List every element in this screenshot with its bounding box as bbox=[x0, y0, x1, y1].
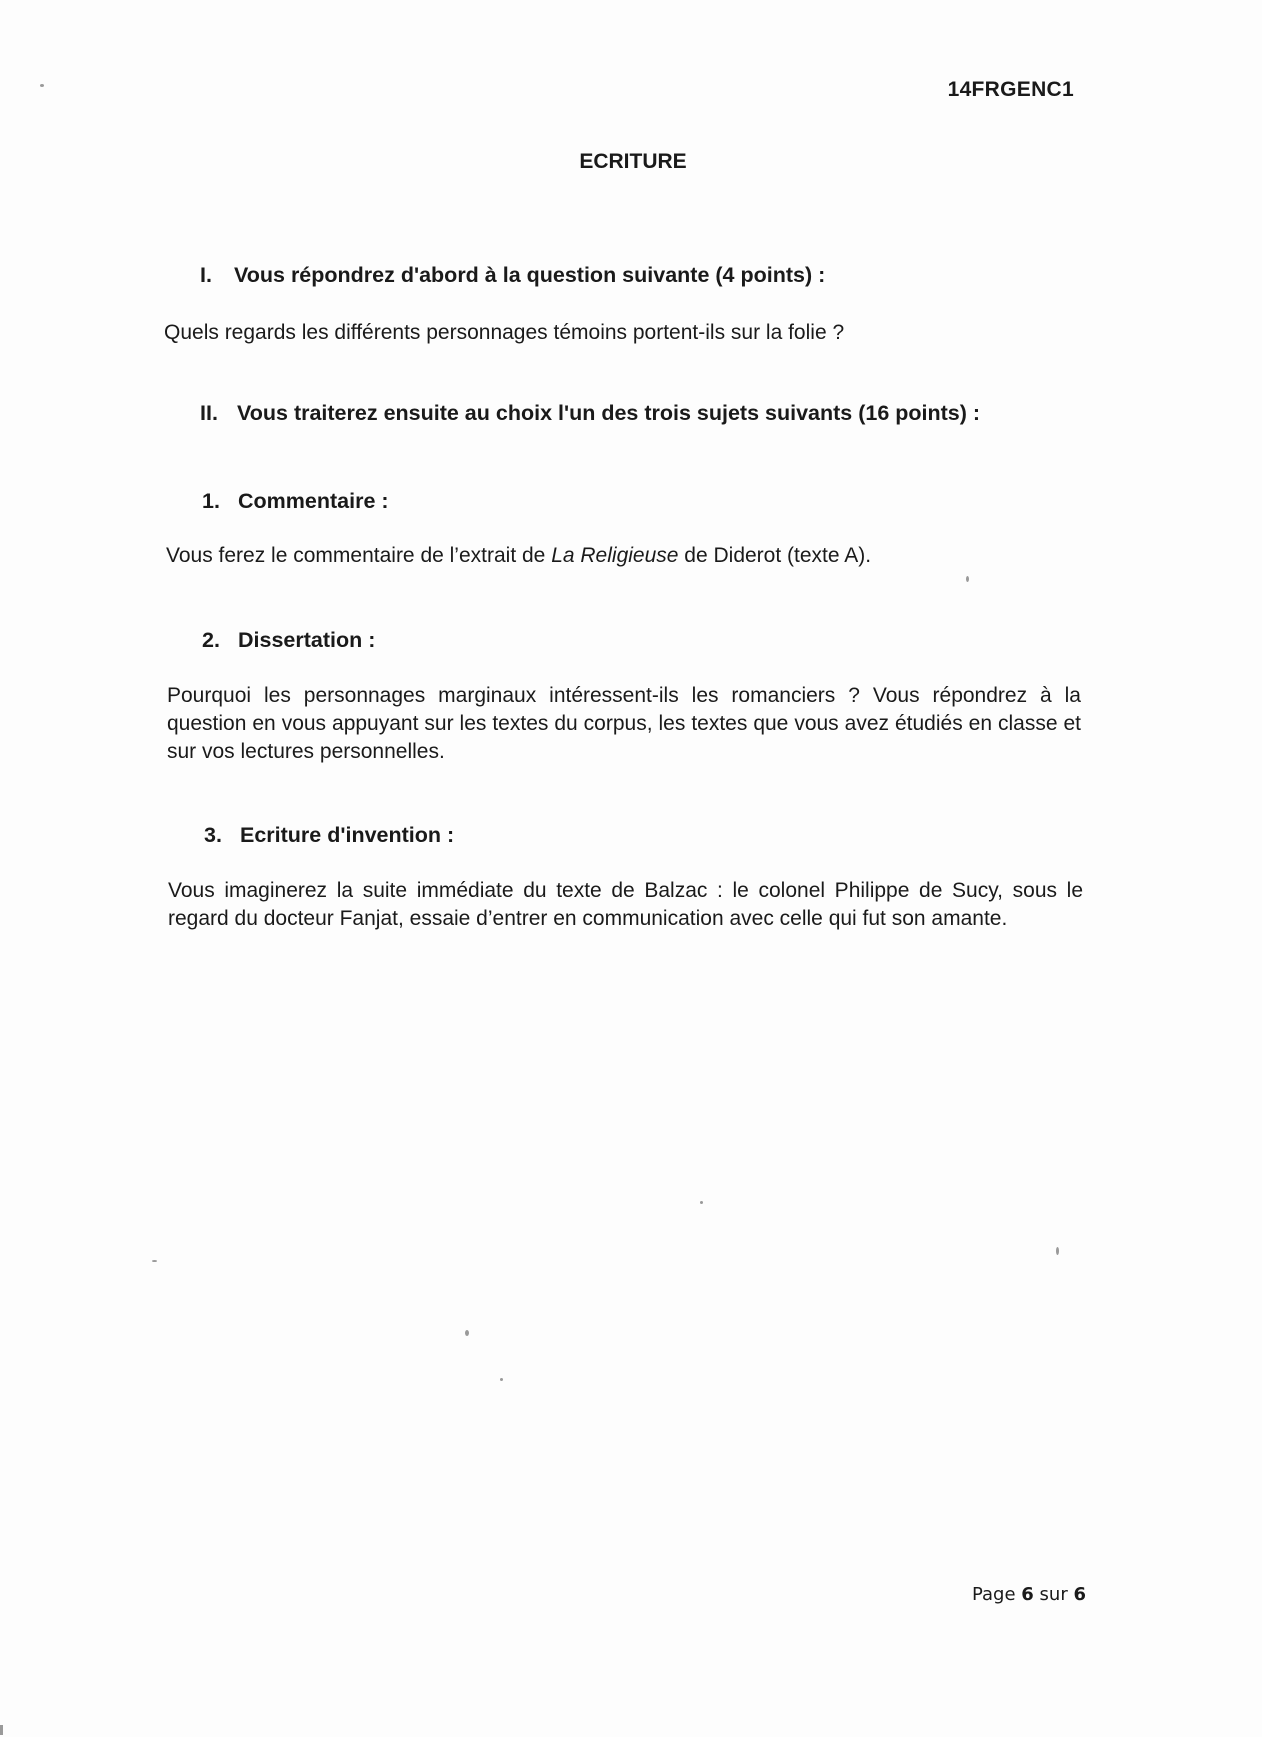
subject-3-number: 3. bbox=[204, 823, 222, 847]
footer-page-label: Page bbox=[971, 1584, 1016, 1605]
footer-of-label: sur bbox=[1039, 1584, 1068, 1605]
exam-reference-code: 14FRGENC1 bbox=[947, 78, 1074, 101]
scan-speck bbox=[1056, 1247, 1059, 1255]
scan-speck bbox=[0, 1725, 3, 1735]
subject-3-heading bbox=[204, 823, 454, 848]
page-title: ECRITURE bbox=[579, 150, 687, 173]
subject-1-text-start: Vous ferez le commentaire de l’extrait de bbox=[166, 544, 552, 567]
scan-speck bbox=[500, 1378, 503, 1381]
subject-2-text: Pourquoi les personnages marginaux intéressent-ils les romanciers ? Vous répondrez à la question en vous appuyant sur les textes du corpus, les textes que vous avez étudiés en classe et sur vos lectures personnelles. bbox=[167, 684, 1081, 763]
section-2-heading bbox=[200, 401, 980, 426]
scan-speck bbox=[465, 1330, 469, 1336]
section-1-question: Quels regards les différents personnages témoins portent-ils sur la folie ? bbox=[164, 321, 845, 344]
subject-1-text-end: de Diderot (texte A). bbox=[678, 544, 872, 567]
subject-2-number: 2. bbox=[202, 628, 220, 652]
scan-speck bbox=[966, 576, 969, 582]
subject-2-heading-text: Dissertation : bbox=[238, 628, 376, 652]
subject-1-text bbox=[166, 542, 871, 570]
scan-speck bbox=[40, 84, 44, 87]
subject-1-book-title: La Religieuse bbox=[551, 544, 679, 567]
subject-1-heading bbox=[202, 489, 389, 514]
section-1-number: I. bbox=[200, 263, 212, 287]
footer-page-number: 6 bbox=[1021, 1584, 1034, 1605]
section-1-heading-text: Vous répondrez d'abord à la question suivante (4 points) : bbox=[234, 263, 826, 287]
subject-3-heading-text: Ecriture d'invention : bbox=[240, 823, 455, 847]
subject-1-heading-text: Commentaire : bbox=[238, 489, 389, 513]
page-footer bbox=[972, 1584, 1086, 1605]
subject-2-heading bbox=[202, 628, 375, 653]
subject-1-number: 1. bbox=[202, 489, 220, 513]
scan-speck bbox=[700, 1201, 703, 1204]
scan-speck bbox=[152, 1260, 157, 1262]
subject-3-text: Vous imaginerez la suite immédiate du texte de Balzac : le colonel Philippe de Sucy, sous le regard du docteur Fanjat, essaie d’entrer en communication avec celle qui fut son amante. bbox=[168, 879, 1083, 930]
section-1-heading bbox=[200, 263, 825, 288]
section-2-heading-text: Vous traiterez ensuite au choix l'un des trois sujets suivants (16 points) : bbox=[237, 401, 981, 425]
footer-page-total: 6 bbox=[1073, 1584, 1086, 1605]
section-2-number: II. bbox=[200, 401, 218, 425]
